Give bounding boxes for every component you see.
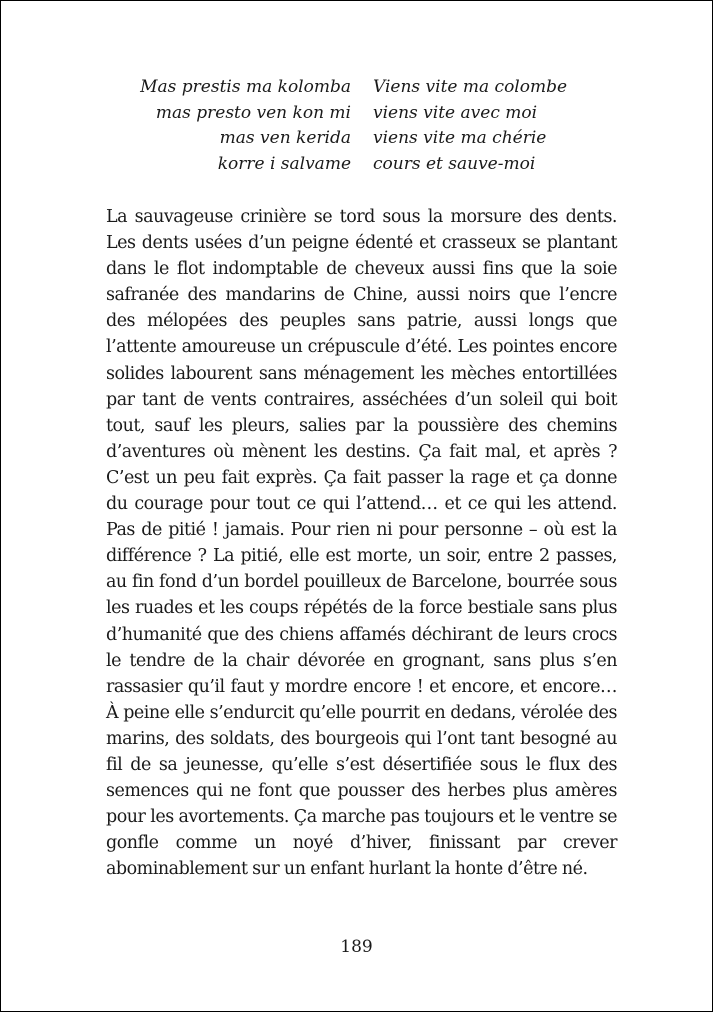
verse-epigraph [106, 75, 616, 177]
verse-translation-column [373, 75, 638, 177]
verse-original-line: korre i salvame [217, 153, 351, 174]
verse-translation-line: viens vite ma chérie [373, 128, 547, 148]
verse-translation-line: cours et sauve-moi [373, 153, 536, 174]
page-number: 189 [340, 937, 373, 957]
verse-original-line: Mas prestis ma kolomba [140, 77, 351, 97]
verse-original-column [106, 75, 351, 177]
verse-original-line: mas ven kerida [219, 128, 351, 148]
verse-translation-line: viens vite avec moi [373, 102, 538, 123]
body-paragraph: La sauvageuse crinière se tord sous la morsure des dents. Les dents usées d’un peigne édenté et crasseux se plantant dans le flot indomptable de cheveux aussi fins que la soie safranée des mandarins de Chine, aussi noirs que l’encre des mélopées des peuples sans patrie, aussi longs que l’attente amoureuse un crépuscule d’été. Les pointes encore solides labourent sans ménagement les mèches entortillées par tant de vents contraires, asséchées d’un soleil qui boit tout, sauf les pleurs, salies par la poussière des chemins d’aventures où mènent les destins. Ça fait mal, et après ? C’est un peu fait exprès. Ça fait passer la rage et ça donne du courage pour tout ce qui l’attend… et ce qui les attend. Pas de pitié ! jamais. Pour rien ni pour personne – où est la différence ? La pitié, elle est morte, un soir, entre 2 passes, au fin fond d’un bordel pouilleux de Barcelone, bourrée sous les ruades et les coups répétés de la force bestiale sans plus d’humanité que des chiens affamés déchirant de leurs crocs le tendre de la chair dévorée en grognant, sans plus s’en rassasier qu’il faut y mordre encore ! et encore, et encore… À peine elle s’endurcit qu’elle pourrit en dedans, vérolée des marins, des soldats, des bourgeois qui l’ont tant besogné au fil de sa jeunesse, qu’elle s’est désertifiée sous le flux des semences qui ne font que pousser des herbes plus amères pour les avortements. Ça marche pas toujours et le ventre se gonfle comme un noyé d’hiver, finissant par crever abominablement sur un enfant hurlant la honte d’être né. [106, 207, 617, 880]
verse-translation-line: Viens vite ma colombe [373, 77, 568, 97]
verse-original-line: mas presto ven kon mi [155, 102, 351, 123]
